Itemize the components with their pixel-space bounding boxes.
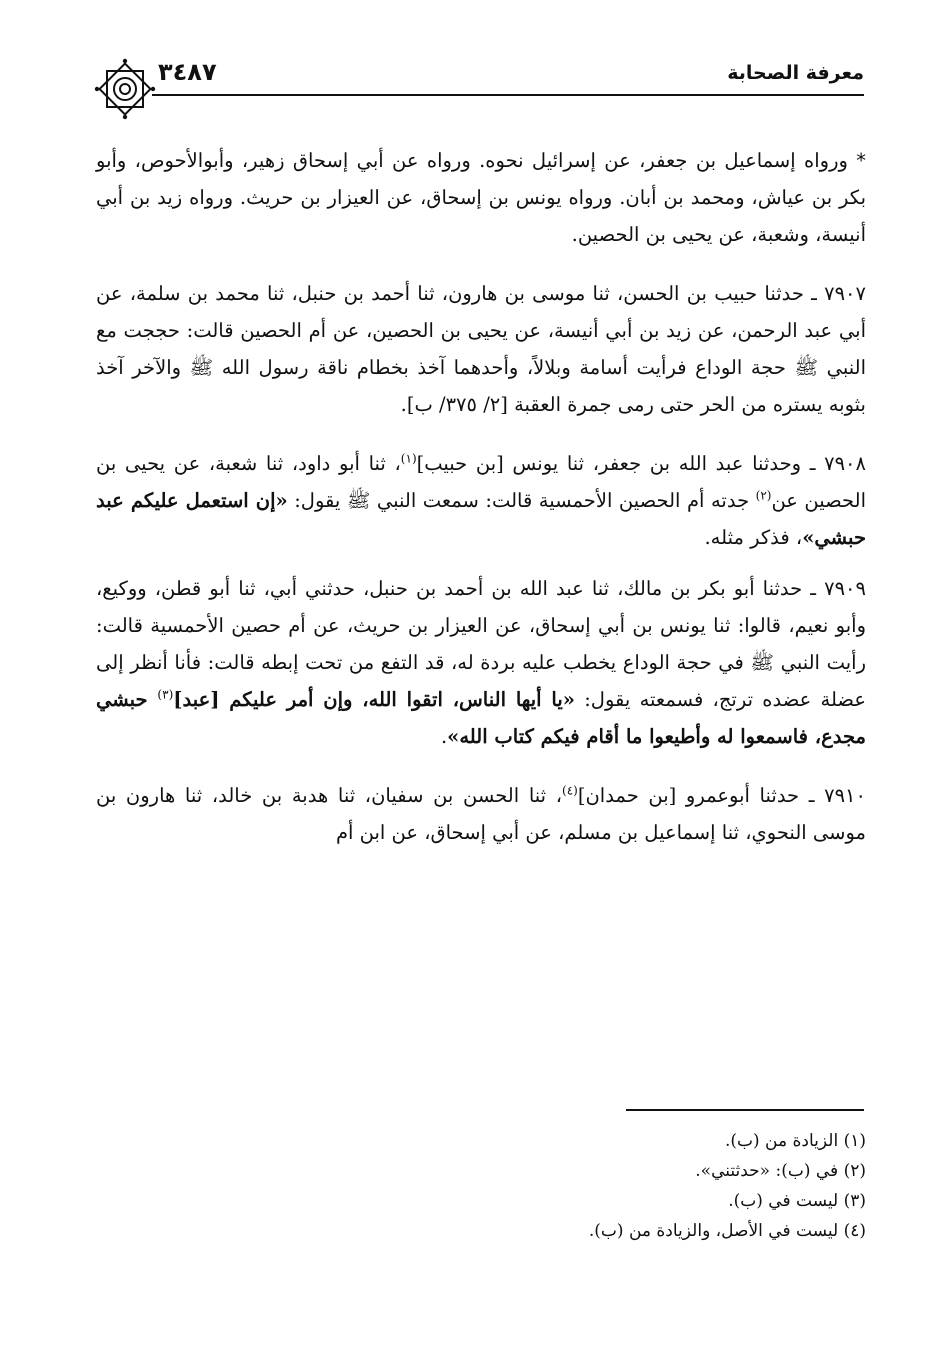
page-header bbox=[94, 52, 864, 96]
hadith-7910 bbox=[96, 777, 866, 851]
paragraph-1 bbox=[96, 142, 866, 253]
footnote-ref-2: (٢) bbox=[755, 488, 772, 503]
footnote-rule bbox=[626, 1109, 864, 1111]
footnote-ref-4: (٤) bbox=[562, 783, 578, 798]
hadith-7908-text-c: جدته أم الحصين الأحمسية قالت: سمعت النبي ﷺ يقول: bbox=[287, 489, 756, 512]
hadith-7909-text-b: . bbox=[440, 725, 448, 748]
main-text bbox=[96, 142, 866, 865]
hadith-7908-text-a: ٧٩٠٨ ـ وحدثنا عبد الله بن جعفر، ثنا يونس [بن حبيب] bbox=[416, 452, 866, 475]
footnote-2: (٢) في (ب): «حدثتني». bbox=[695, 1161, 866, 1181]
hadith-7907-text: ٧٩٠٧ ـ حدثنا حبيب بن الحسن، ثنا موسى بن هارون، ثنا أحمد بن حنبل، ثنا محمد بن سلمة، عن أبي عبد الرحمن، عن زيد بن أبي أنيسة، عن يحيى بن الحصين، عن أم الحصين قالت: حججت مع النبي ﷺ حجة الوداع فرأيت أسامة وبلالاً، وأحدهما آخذ بخطام ناقة رسول الله ﷺ والآخر آخذ بثوبه يستره من الحر حتى رمى جمرة العقبة [٢/ ٣٧٥/ ب]. bbox=[96, 282, 866, 416]
hadith-7909 bbox=[96, 570, 866, 755]
hadith-7908-text-b: ، ثنا أبو داود، ثنا شعبة، عن يحيى بن الحصين عن bbox=[96, 452, 867, 512]
hadith-7909-text-a: ٧٩٠٩ ـ حدثنا أبو بكر بن مالك، ثنا عبد الله بن أحمد بن حنبل، حدثني أبي، ثنا أبو قطن، ووكيع، وأبو نعيم، قالوا: ثنا يونس بن أبي إسحاق، عن العيزار بن حريث، عن أم حصين الأحمسية قالت: رأيت النبي ﷺ في حجة الوداع يخطب عليه بردة له، قد التفع من تحت إبطه قالت: فأنا أنظر إلى عضلة عضده ترتج، فسمعته يقول: bbox=[96, 577, 866, 711]
hadith-7908 bbox=[96, 445, 866, 556]
header-rule bbox=[152, 94, 864, 96]
hadith-7908-quote: «إن استعمل عليكم عبد حبشي» bbox=[96, 489, 866, 549]
footnote-1: (١) الزيادة من (ب). bbox=[724, 1131, 866, 1151]
footnotes bbox=[96, 1126, 866, 1246]
ornament-icon bbox=[94, 58, 156, 120]
footnote-ref-1: (١) bbox=[400, 451, 417, 466]
hadith-7909-quote-b: حبشي مجدع، فاسمعوا له وأطيعوا ما أقام فيكم كتاب الله» bbox=[96, 688, 866, 748]
hadith-7907 bbox=[96, 275, 866, 423]
hadith-7908-text-d: ، فذكر مثله. bbox=[704, 526, 803, 549]
page-number: ٣٤٨٧ bbox=[158, 58, 217, 86]
book-title: معرفة الصحابة bbox=[727, 62, 864, 84]
hadith-7909-quote-a: «يا أيها الناس، اتقوا الله، وإن أمر عليكم [عبد] bbox=[173, 688, 575, 711]
star-marker: * bbox=[856, 149, 866, 172]
paragraph-1-text: ورواه إسماعيل بن جعفر، عن إسرائيل نحوه. ورواه عن أبي إسحاق زهير، وأبوالأحوص، وأبو بكر بن عياش، ومحمد بن أبان. ورواه يونس بن إسحاق، عن العيزار بن حريث. ورواه زيد بن أبي أنيسة، وشعبة، عن يحيى بن الحصين. bbox=[96, 149, 866, 246]
hadith-7910-text-a: ٧٩١٠ ـ حدثنا أبوعمرو [بن حمدان] bbox=[577, 784, 867, 807]
footnote-4: (٤) ليست في الأصل، والزيادة من (ب). bbox=[588, 1221, 866, 1241]
hadith-7910-text-b: ، ثنا الحسن بن سفيان، ثنا هدبة بن خالد، ثنا هارون بن موسى النحوي، ثنا إسماعيل بن مسلم، عن أبي إسحاق، عن ابن أم bbox=[96, 784, 866, 844]
footnote-ref-3: (٣) bbox=[157, 687, 174, 702]
footnote-3: (٣) ليست في (ب). bbox=[728, 1191, 866, 1211]
